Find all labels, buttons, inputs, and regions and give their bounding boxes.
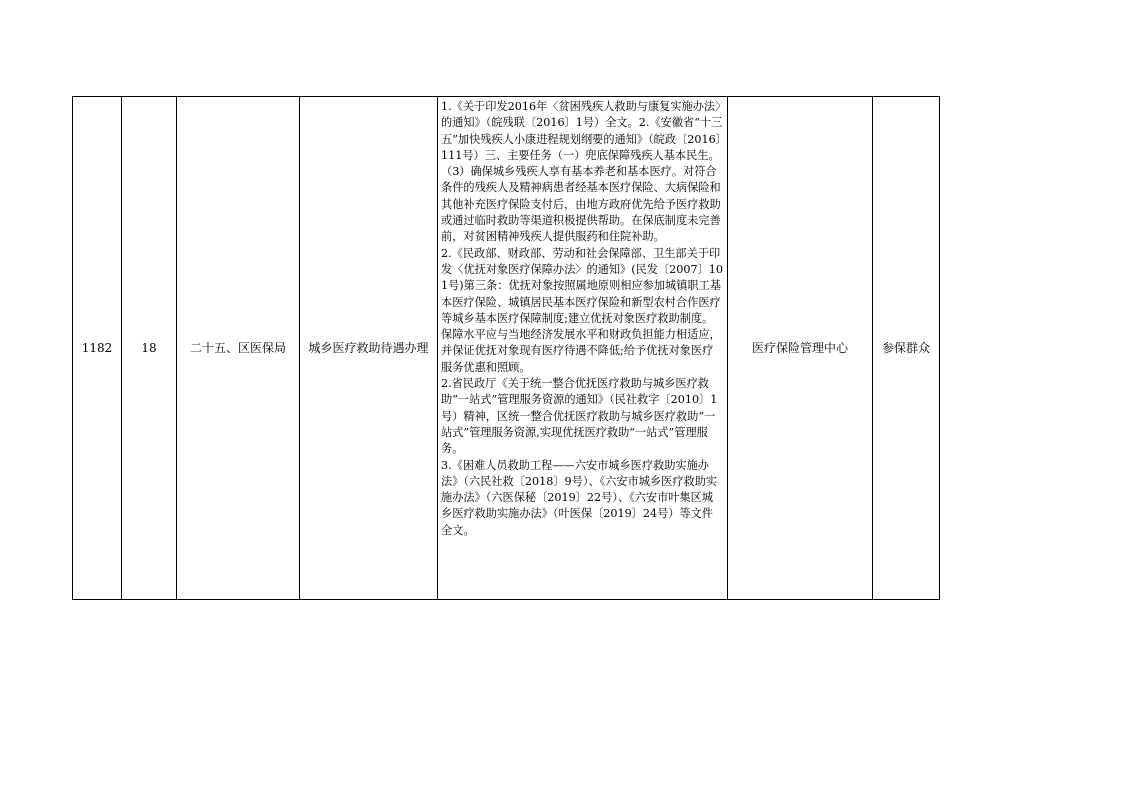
legal-basis-paragraph: 2.省民政厅《关于统一整合优抚医疗救助与城乡医疗救助“一站式”管理服务资源的通知》（民社救字〔2010〕1号）精神，区统一整合优抚医疗救助与城乡医疗救助“一站式”管理服务资源,实现优抚医疗救助“一站式”管理服务。 — [441, 377, 718, 456]
implementing-body-cell: 医疗保险管理中心 — [728, 97, 873, 600]
seq-number-cell: 1182 — [73, 97, 122, 600]
legal-basis-cell — [438, 97, 728, 600]
table-row — [73, 97, 940, 600]
department-cell: 二十五、区医保局 — [177, 97, 300, 600]
legal-basis-paragraph: 3.《困难人员救助工程——六安市城乡医疗救助实施办法》（六民社救〔2018〕9号）、《六安市城乡医疗救助实施办法》（六医保秘〔2019〕22号）、《六安市叶集区城乡医疗救助实施办法》（叶医保〔2019〕24号）等文件全文。 — [441, 458, 718, 537]
item-name-cell: 城乡医疗救助待遇办理 — [300, 97, 438, 600]
service-target-cell: 参保群众 — [873, 97, 940, 600]
legal-basis-paragraph: 1.《关于印发2016年〈贫困残疾人救助与康复实施办法〉的通知》（皖残联〔2016〕1号）全文。2.《安徽省“十三五”加快残疾人小康进程规划纲要的通知》（皖政〔2016〕111号）三、主要任务（一）兜底保障残疾人基本民生。（3）确保城乡残疾人享有基本养老和基本医疗。对符合条件的残疾人及精神病患者经基本医疗保险、大病保险和其他补充医疗保险支付后，由地方政府优先给予医疗救助或通过临时救助等渠道积极提供帮助。在保底制度未完善前，对贫困精神残疾人提供服药和住院补助。 — [441, 100, 723, 244]
record-table — [72, 96, 940, 600]
legal-basis-paragraph: 2.《民政部、财政部、劳动和社会保障部、卫生部关于印发〈优抚对象医疗保障办法〉的通知》(民发〔2007〕101号)第三条：优抚对象按照属地原则相应参加城镇职工基本医疗保险、城镇居民基本医疗保险和新型农村合作医疗等城乡基本医疗保障制度;建立优抚对象医疗救助制度。保障水平应与当地经济发展水平和财政负担能力相适应，并保证优抚对象现有医疗待遇不降低;给予优抚对象医疗服务优惠和照顾。 — [441, 246, 724, 374]
sub-number-cell: 18 — [122, 97, 177, 600]
